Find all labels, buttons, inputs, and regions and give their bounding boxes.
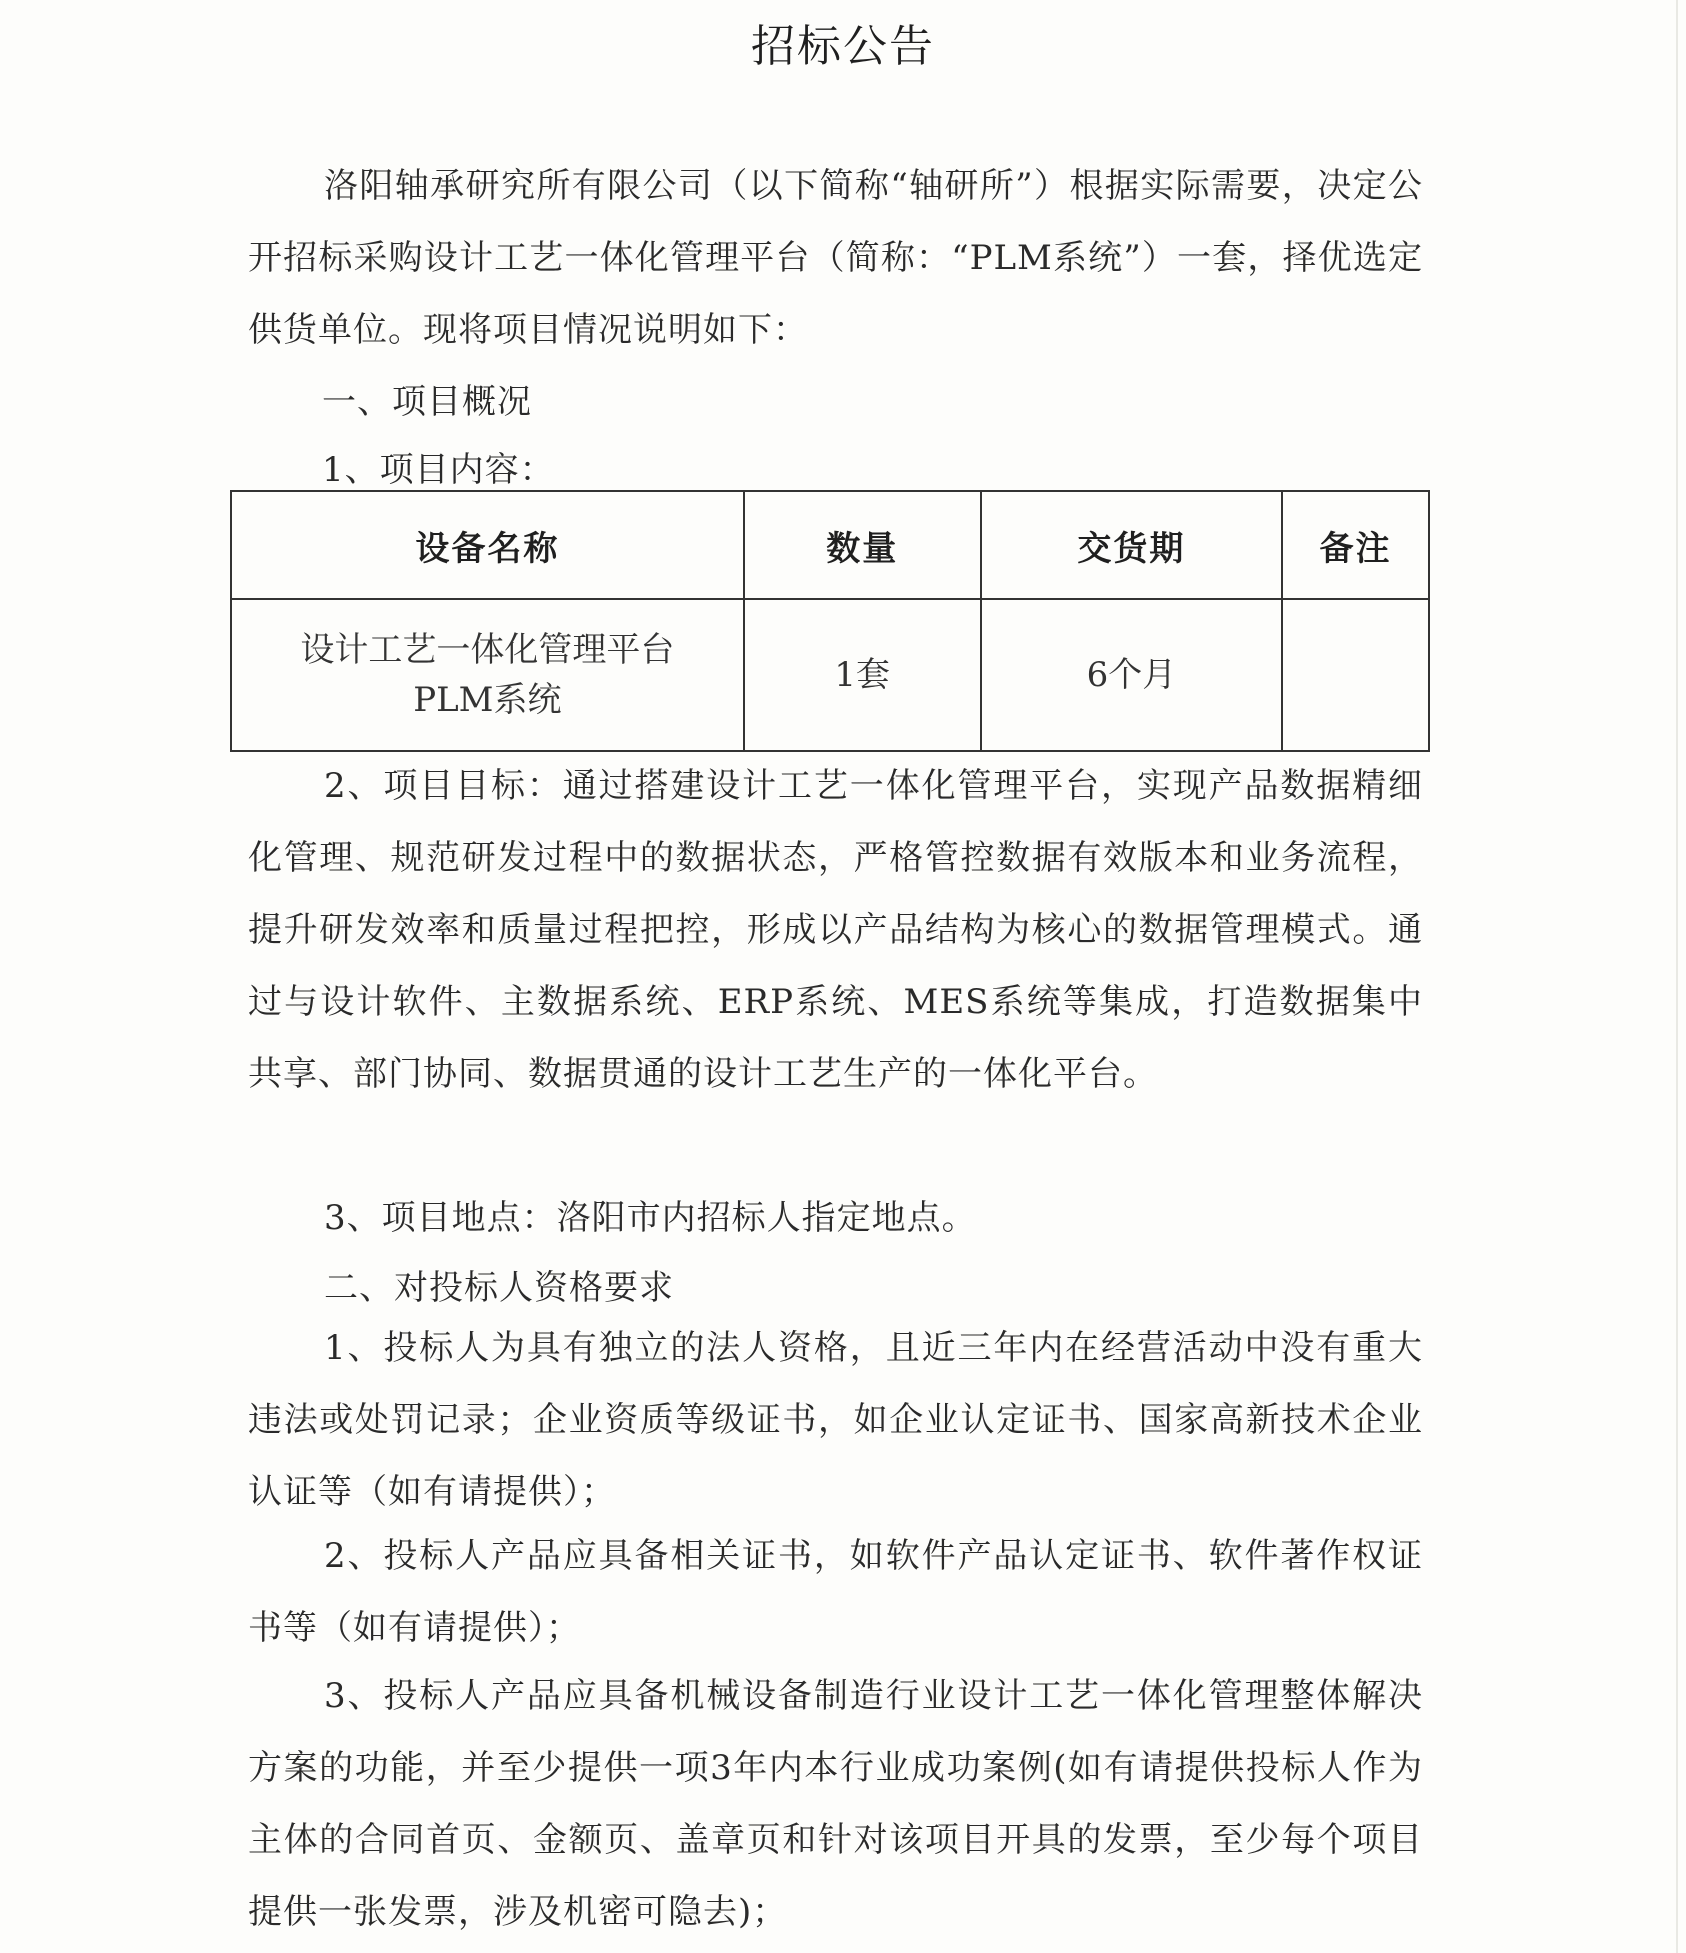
requirement-1: 1、投标人为具有独立的法人资格，且近三年内在经营活动中没有重大违法或处罚记录；企业资质等级证书，如企业认定证书、国家高新技术企业认证等（如有请提供）； <box>248 1328 1423 1512</box>
cell-equipment-name <box>231 599 744 751</box>
requirement-2: 2、投标人产品应具备相关证书，如软件产品认定证书、软件著作权证书等（如有请提供）； <box>248 1536 1423 1648</box>
requirement-3: 3、投标人产品应具备机械设备制造行业设计工艺一体化管理整体解决方案的功能，并至少提供一项3年内本行业成功案例(如有请提供投标人作为主体的合同首页、金额页、盖章页和针对该项目开具的发票，至少每个项目提供一张发票，涉及机密可隐去)； <box>248 1676 1423 1932</box>
item2-paragraph: 2、项目目标：通过搭建设计工艺一体化管理平台，实现产品数据精细化管理、规范研发过程中的数据状态，严格管控数据有效版本和业务流程，提升研发效率和质量过程把控，形成以产品结构为核心的数据管理模式。通过与设计软件、主数据系统、ERP系统、MES系统等集成，打造数据集中共享、部门协同、数据贯通的设计工艺生产的一体化平台。 <box>248 766 1423 1094</box>
item1-label: 1、项目内容： <box>322 450 555 490</box>
item3-paragraph: 3、项目地点：洛阳市内招标人指定地点。 <box>324 1198 977 1238</box>
equipment-name-line1: 设计工艺一体化管理平台 <box>300 630 675 670</box>
project-table <box>230 490 1430 752</box>
table-header-row <box>231 491 1429 599</box>
header-remarks: 备注 <box>1282 491 1429 599</box>
section1-heading: 一、项目概况 <box>322 382 532 422</box>
section2-heading: 二、对投标人资格要求 <box>324 1268 674 1308</box>
header-delivery: 交货期 <box>981 491 1282 599</box>
cell-delivery: 6个月 <box>981 599 1282 751</box>
equipment-name-line2: PLM系统 <box>413 680 562 720</box>
cell-remarks <box>1282 599 1429 751</box>
scan-edge <box>1676 0 1678 1953</box>
header-quantity: 数量 <box>744 491 981 599</box>
cell-quantity: 1套 <box>744 599 981 751</box>
header-equipment-name: 设备名称 <box>231 491 744 599</box>
table-row <box>231 599 1429 751</box>
intro-paragraph: 洛阳轴承研究所有限公司（以下简称“轴研所”）根据实际需要，决定公开招标采购设计工艺一体化管理平台（简称：“PLM系统”）一套，择优选定供货单位。现将项目情况说明如下： <box>248 166 1423 350</box>
document-title: 招标公告 <box>751 21 935 72</box>
